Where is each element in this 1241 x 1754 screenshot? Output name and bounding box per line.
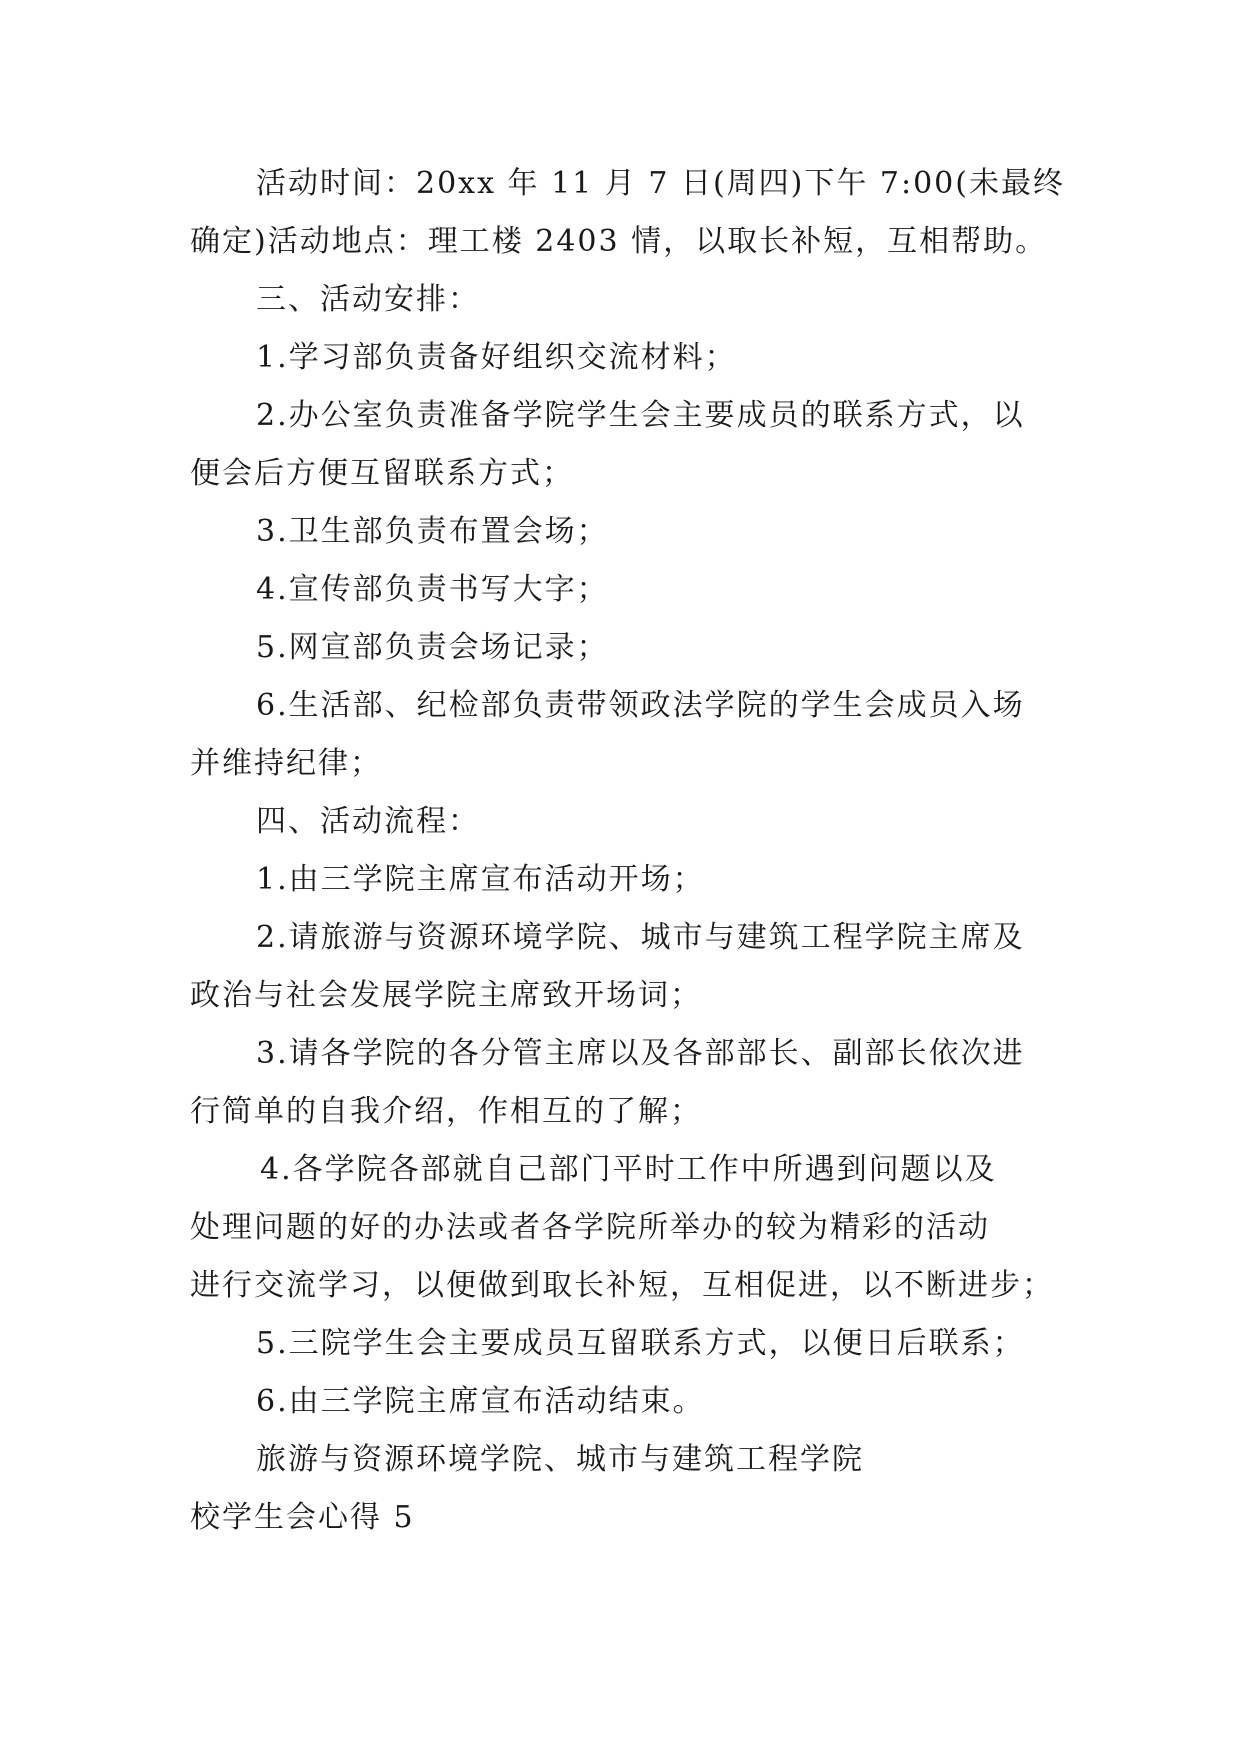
list-item: 5.三院学生会主要成员互留联系方式，以便日后联系； xyxy=(256,1326,1025,1361)
list-item: 2.办公室负责准备学院学生会主要成员的联系方式，以 xyxy=(256,398,1025,433)
list-item: 2.请旅游与资源环境学院、城市与建筑工程学院主席及 xyxy=(256,920,1025,955)
list-item: 5.网宣部负责会场记录； xyxy=(256,630,609,665)
list-item-continuation: 进行交流学习，以便做到取长补短，互相促进，以不断进步； xyxy=(190,1268,1054,1303)
list-item: 1.学习部负责备好组织交流材料； xyxy=(256,340,737,375)
paragraph-line: 活动时间：20xx 年 11 月 7 日(周四)下午 7:00(未最终 xyxy=(256,166,1065,201)
list-item: 6.由三学院主席宣布活动结束。 xyxy=(256,1384,705,1419)
list-item-continuation: 处理问题的好的办法或者各学院所举办的较为精彩的活动 xyxy=(190,1210,990,1245)
section-heading: 三、活动安排： xyxy=(256,282,480,317)
list-item: 4.各学院各部就自己部门平时工作中所遇到问题以及 xyxy=(260,1152,997,1187)
list-item: 1.由三学院主席宣布活动开场； xyxy=(256,862,705,897)
list-item: 3.请各学院的各分管主席以及各部部长、副部长依次进 xyxy=(256,1036,1025,1071)
list-item: 3.卫生部负责布置会场； xyxy=(256,514,609,549)
list-item-continuation: 行简单的自我介绍，作相互的了解； xyxy=(190,1094,702,1129)
list-item-continuation: 政治与社会发展学院主席致开场词； xyxy=(190,978,702,1013)
list-item-continuation: 并维持纪律； xyxy=(190,746,382,781)
section-heading: 四、活动流程： xyxy=(256,804,480,839)
list-item: 6.生活部、纪检部负责带领政法学院的学生会成员入场 xyxy=(256,688,1025,723)
paragraph-line: 确定)活动地点：理工楼 2403 情，以取长补短，互相帮助。 xyxy=(190,224,1048,259)
list-item: 4.宣传部负责书写大字； xyxy=(256,572,609,607)
signature-line: 旅游与资源环境学院、城市与建筑工程学院 xyxy=(256,1442,864,1477)
next-section-title: 校学生会心得 5 xyxy=(190,1500,415,1535)
list-item-continuation: 便会后方便互留联系方式； xyxy=(190,456,574,491)
